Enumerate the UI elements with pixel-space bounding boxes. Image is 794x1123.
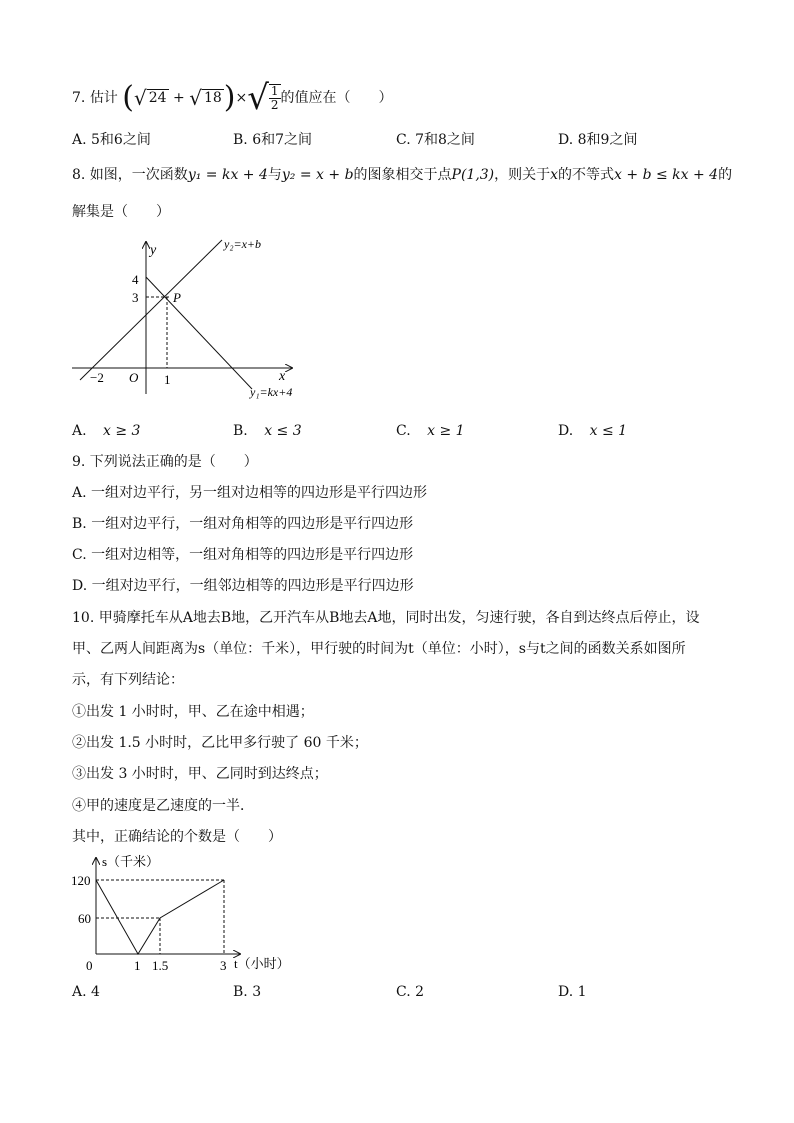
q8-option-c-expr: x ≥ 1: [427, 423, 465, 439]
sqrt-symbol-icon: √: [247, 78, 269, 118]
q8-text-5: 的不等式: [558, 167, 615, 183]
q7-radicand-1: 24: [148, 90, 167, 106]
q10-tick-3: 3: [220, 958, 227, 973]
q7-stem: [72, 78, 393, 118]
q8-text-6: 的: [718, 167, 733, 183]
q7-option-a: A. 5和6之间: [72, 132, 151, 148]
sqrt-symbol-icon: √: [189, 86, 202, 110]
q10-stem-line1: 10. 甲骑摩托车从A地去B地，乙开汽车从B地去A地，同时出发，匀速行驶，各自到达终点后停止，设: [72, 610, 700, 626]
q8-line1-label: y₁=kx+4: [250, 385, 293, 399]
q7-option-d: D. 8和9之间: [558, 132, 638, 148]
q8-tick-4: 4: [132, 272, 139, 287]
q9-option-c: C. 一组对边相等，一组对角相等的四边形是平行四边形: [72, 547, 414, 563]
q8-line-y1: [146, 277, 252, 389]
q10-conclusion-2: ②出发 1.5 小时时，乙比甲多行驶了 60 千米；: [72, 735, 368, 751]
q8-y-label: y: [150, 243, 157, 258]
q7-plus: +: [173, 90, 185, 106]
q8-tick-neg2: −2: [90, 370, 104, 385]
q8-line-y2: [80, 240, 222, 380]
q7-times: ×: [235, 90, 248, 106]
q7-text-pre: 估计: [89, 90, 118, 106]
q7-fraction: [269, 84, 281, 112]
q8-text-2: 与: [267, 167, 282, 183]
q8-point: P(1,3): [451, 167, 495, 183]
q8-text-4: ，则关于: [494, 167, 551, 183]
q10-option-d: D. 1: [558, 984, 587, 1000]
q10-tick-0: 0: [86, 958, 93, 973]
q9-option-a: A. 一组对边平行，另一组对边相等的四边形是平行四边形: [72, 485, 428, 501]
q10-question: 其中，正确结论的个数是（ ）: [72, 829, 282, 845]
q7-option-c: C. 7和8之间: [396, 132, 475, 148]
q8-text-3: 的图象相交于点: [353, 167, 452, 183]
q7-option-b: B. 6和7之间: [233, 132, 313, 148]
q8-stem-line1: [72, 166, 732, 184]
q8-option-a-expr: x ≥ 3: [103, 423, 141, 439]
q10-tick-120: 120: [71, 873, 91, 888]
q7-text-post: 的值应在（ ）: [280, 90, 393, 106]
q10-conclusion-3: ③出发 3 小时时，甲、乙同时到达终点；: [72, 766, 328, 782]
q8-var: x: [550, 167, 559, 183]
q8-line2-label: y₂=x+b: [224, 237, 262, 251]
q10-x-label: t（小时）: [234, 956, 290, 971]
q8-function-2: y₂ = x + b: [281, 167, 354, 183]
q8-stem-line2: 解集是（ ）: [72, 204, 170, 220]
q10-option-c: C. 2: [396, 984, 425, 1000]
q8-tick-1: 1: [164, 372, 171, 387]
q8-option-b-expr: x ≤ 3: [264, 423, 302, 439]
q10-tick-60: 60: [78, 911, 91, 926]
q10-y-label: s（千米）: [102, 854, 160, 869]
sqrt-symbol-icon: √: [133, 86, 147, 110]
q10-tick-1-5: 1.5: [152, 958, 169, 973]
q7-radicand-2: 18: [203, 90, 222, 106]
q8-function-1: y₁ = kx + 4: [187, 167, 268, 183]
q7-rparen: ): [223, 80, 236, 115]
q10-graph: [66, 852, 326, 977]
q8-text-1: 8. 如图，一次函数: [72, 167, 188, 183]
q10-conclusion-1: ①出发 1 小时时，甲、乙在途中相遇；: [72, 704, 314, 720]
q7-number: 7.: [72, 90, 86, 106]
q10-option-b: B. 3: [233, 984, 262, 1000]
q8-inequality: x + b ≤ kx + 4: [614, 167, 719, 183]
q8-option-b-letter: B.: [233, 423, 248, 439]
q8-option-a-letter: A.: [72, 423, 87, 439]
q8-point-label: P: [173, 290, 181, 305]
q7-frac-num: 1: [270, 84, 279, 98]
q8-option-d-letter: D.: [558, 423, 574, 439]
q10-option-a: A. 4: [72, 984, 100, 1000]
q8-option-a: [72, 422, 140, 440]
q10-tick-1: 1: [134, 958, 141, 973]
q10-conclusion-4: ④甲的速度是乙速度的一半．: [72, 798, 254, 814]
q7-lparen: (: [122, 80, 134, 115]
q8-option-b: [233, 422, 302, 440]
q8-option-c: [396, 422, 465, 440]
q8-graph: [66, 234, 326, 404]
q10-stem-line3: 示，有下列结论：: [72, 672, 184, 688]
q10-stem-line2: 甲、乙两人间距离为s（单位：千米），甲行驶的时间为t（单位：小时），s与t之间的函数关系如图所: [72, 641, 686, 657]
q8-option-c-letter: C.: [396, 423, 411, 439]
q8-x-label: x: [279, 369, 286, 384]
q9-option-b: B. 一组对边平行，一组对角相等的四边形是平行四边形: [72, 516, 414, 532]
q10-distance-line: [96, 880, 224, 954]
q7-frac-den: 2: [270, 98, 279, 112]
q9-stem: 9. 下列说法正确的是（ ）: [72, 454, 258, 470]
q8-option-d-expr: x ≤ 1: [589, 423, 628, 439]
q8-origin-label: O: [129, 370, 139, 385]
q8-tick-3: 3: [132, 290, 139, 305]
q8-option-d: [558, 422, 627, 440]
q9-option-d: D. 一组对边平行，一组邻边相等的四边形是平行四边形: [72, 578, 414, 594]
